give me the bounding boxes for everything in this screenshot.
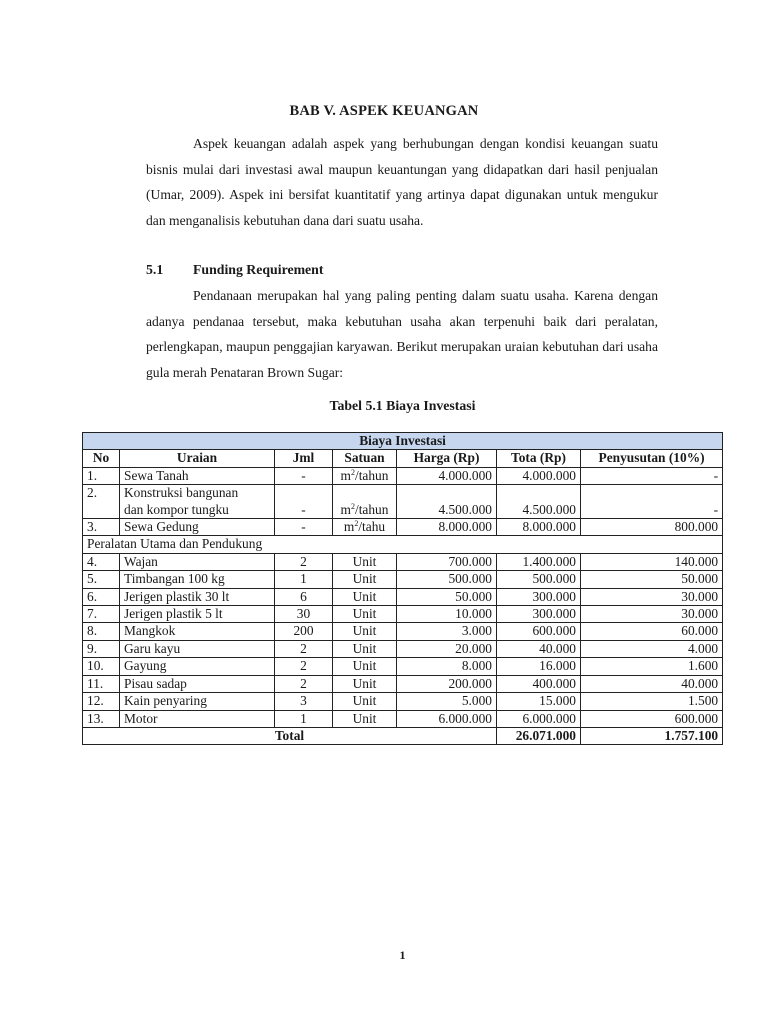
cell-harga: 3.000	[397, 623, 497, 640]
cell-no: 6.	[83, 588, 120, 605]
cell-satuan: Unit	[333, 640, 397, 657]
table-row	[83, 588, 723, 605]
cell-jml: 1	[275, 571, 333, 588]
cell-satuan: $m^2$/tahun	[333, 485, 397, 519]
cell-uraian: Garu kayu	[120, 640, 275, 657]
cell-penyusutan: 140.000	[581, 553, 723, 570]
total-penyusutan: 1.757.100	[581, 727, 723, 744]
cell-no: 2.	[83, 485, 120, 519]
section-heading	[146, 262, 323, 278]
cell-uraian: Mangkok	[120, 623, 275, 640]
cell-no: 4.	[83, 553, 120, 570]
cell-jml: 30	[275, 606, 333, 623]
cell-penyusutan: -	[581, 467, 723, 484]
table-total-row	[83, 727, 723, 744]
section-number: 5.1	[146, 262, 164, 277]
table-header-row	[83, 450, 723, 467]
table-title-row	[83, 433, 723, 450]
cell-harga: 8.000	[397, 658, 497, 675]
table-group-row	[83, 536, 723, 553]
cell-satuan: Unit	[333, 571, 397, 588]
cell-penyusutan: 40.000	[581, 675, 723, 692]
cell-total: 500.000	[497, 571, 581, 588]
cell-no: 5.	[83, 571, 120, 588]
cell-satuan: Unit	[333, 606, 397, 623]
cell-total: 4.000.000	[497, 467, 581, 484]
cell-harga: 4.500.000	[397, 485, 497, 519]
cell-penyusutan: 50.000	[581, 571, 723, 588]
total-value: 26.071.000	[497, 727, 581, 744]
table-title: Biaya Investasi	[83, 433, 723, 450]
header-jml: Jml	[275, 450, 333, 467]
section-paragraph: Pendanaan merupakan hal yang paling penting dalam suatu usaha. Karena dengan adanya pendanaa tersebut, maka kebutuhan usaha akan terpenuhi baik dari peralatan, perlengkapan, maupun penggajian karyawan. Berikut merupakan uraian kebutuhan dari usaha gula merah Penataran Brown Sugar:	[146, 288, 658, 380]
cell-total: 300.000	[497, 588, 581, 605]
section-title: Funding Requirement	[193, 262, 324, 277]
cell-penyusutan: -	[581, 485, 723, 519]
cell-harga: 10.000	[397, 606, 497, 623]
cell-total: 300.000	[497, 606, 581, 623]
cell-harga: 4.000.000	[397, 467, 497, 484]
cell-total: 15.000	[497, 693, 581, 710]
cell-no: 3.	[83, 519, 120, 536]
cell-jml: -	[275, 467, 333, 484]
header-no: No	[83, 450, 120, 467]
chapter-title: BAB V. ASPEK KEUANGAN	[289, 103, 479, 119]
cell-uraian: Pisau sadap	[120, 675, 275, 692]
cell-total: 16.000	[497, 658, 581, 675]
cell-no: 10.	[83, 658, 120, 675]
table-row	[83, 467, 723, 484]
header-penyusutan: Penyusutan (10%)	[581, 450, 723, 467]
table-caption: Tabel 5.1 Biaya Investasi	[329, 398, 476, 413]
cell-satuan: Unit	[333, 710, 397, 727]
cell-total: 1.400.000	[497, 553, 581, 570]
cell-uraian: Jerigen plastik 30 lt	[120, 588, 275, 605]
cell-total: 600.000	[497, 623, 581, 640]
cell-penyusutan: 30.000	[581, 588, 723, 605]
cell-satuan: Unit	[333, 553, 397, 570]
cell-jml: 6	[275, 588, 333, 605]
cell-penyusutan: 800.000	[581, 519, 723, 536]
cell-total: 6.000.000	[497, 710, 581, 727]
cell-jml: 2	[275, 553, 333, 570]
cell-uraian: Gayung	[120, 658, 275, 675]
cell-jml: -	[275, 485, 333, 519]
intro-paragraph: Aspek keuangan adalah aspek yang berhubungan dengan kondisi keuangan suatu bisnis mulai dari investasi awal maupun keuantungan yang didapatkan dari hasil penjualan (Umar, 2009). Aspek ini bersifat kuantitatif yang artinya dapat digunakan untuk mengukur dan menganalisis kebutuhan dana dari suatu usaha.	[146, 136, 658, 228]
cell-satuan: Unit	[333, 658, 397, 675]
cell-no: 8.	[83, 623, 120, 640]
cell-jml: 200	[275, 623, 333, 640]
cell-no: 12.	[83, 693, 120, 710]
table-row	[83, 693, 723, 710]
cell-harga: 50.000	[397, 588, 497, 605]
cell-no: 7.	[83, 606, 120, 623]
cell-satuan: Unit	[333, 675, 397, 692]
cell-satuan: Unit	[333, 623, 397, 640]
header-satuan: Satuan	[333, 450, 397, 467]
cell-no: 9.	[83, 640, 120, 657]
cell-uraian: Konstruksi bangunan dan kompor tungku	[120, 485, 275, 519]
cell-harga: 700.000	[397, 553, 497, 570]
cell-harga: 20.000	[397, 640, 497, 657]
cell-harga: 200.000	[397, 675, 497, 692]
cell-uraian: Jerigen plastik 5 lt	[120, 606, 275, 623]
header-harga: Harga (Rp)	[397, 450, 497, 467]
cell-harga: 5.000	[397, 693, 497, 710]
cell-no: 11.	[83, 675, 120, 692]
table-row	[83, 710, 723, 727]
cell-jml: 2	[275, 640, 333, 657]
table-row	[83, 606, 723, 623]
table-row	[83, 519, 723, 536]
cell-uraian: Motor	[120, 710, 275, 727]
cell-jml: 1	[275, 710, 333, 727]
table-row	[83, 553, 723, 570]
cell-total: 40.000	[497, 640, 581, 657]
table-row	[83, 485, 723, 519]
cell-no: 1.	[83, 467, 120, 484]
cell-uraian: Sewa Gedung	[120, 519, 275, 536]
cell-harga: 8.000.000	[397, 519, 497, 536]
investment-table	[82, 432, 723, 745]
cell-penyusutan: 1.600	[581, 658, 723, 675]
table-row	[83, 658, 723, 675]
cell-satuan: $m^2$/tahun	[333, 467, 397, 484]
cell-total: 400.000	[497, 675, 581, 692]
cell-penyusutan: 1.500	[581, 693, 723, 710]
table-row	[83, 571, 723, 588]
table-row	[83, 640, 723, 657]
cell-jml: -	[275, 519, 333, 536]
table-row	[83, 623, 723, 640]
cell-total: 4.500.000	[497, 485, 581, 519]
cell-penyusutan: 4.000	[581, 640, 723, 657]
cell-harga: 6.000.000	[397, 710, 497, 727]
group-label: Peralatan Utama dan Pendukung	[83, 536, 723, 553]
page-number: 1	[399, 948, 406, 962]
cell-harga: 500.000	[397, 571, 497, 588]
cell-uraian: Sewa Tanah	[120, 467, 275, 484]
cell-no: 13.	[83, 710, 120, 727]
cell-jml: 3	[275, 693, 333, 710]
cell-jml: 2	[275, 675, 333, 692]
cell-uraian: Timbangan 100 kg	[120, 571, 275, 588]
cell-penyusutan: 60.000	[581, 623, 723, 640]
cell-uraian: Wajan	[120, 553, 275, 570]
cell-jml: 2	[275, 658, 333, 675]
cell-total: 8.000.000	[497, 519, 581, 536]
cell-uraian: Kain penyaring	[120, 693, 275, 710]
cell-penyusutan: 600.000	[581, 710, 723, 727]
cell-satuan: Unit	[333, 588, 397, 605]
cell-penyusutan: 30.000	[581, 606, 723, 623]
cell-satuan: $m^2$/tahu	[333, 519, 397, 536]
header-uraian: Uraian	[120, 450, 275, 467]
cell-satuan: Unit	[333, 693, 397, 710]
table-row	[83, 675, 723, 692]
header-total: Tota (Rp)	[497, 450, 581, 467]
total-label: Total	[83, 727, 497, 744]
